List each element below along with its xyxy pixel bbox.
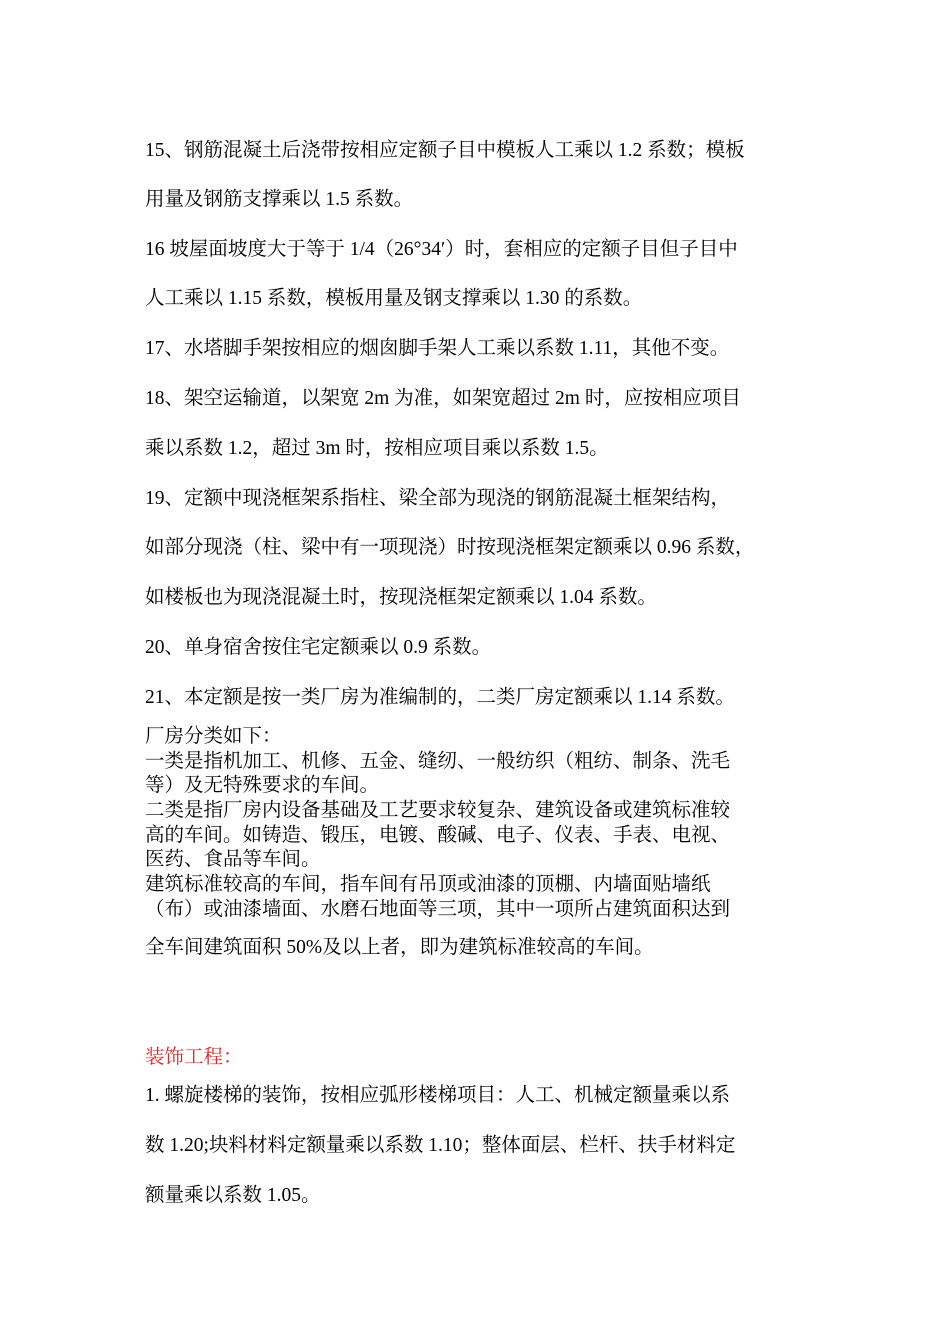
text-line: （布）或油漆墙面、水磨石地面等三项，其中一项所占建筑面积达到 [145, 899, 731, 920]
text-line: 如部分现浇（柱、梁中有一项现浇）时按现浇框架定额乘以 0.96 系数， [145, 537, 755, 558]
text-line: 18、架空运输道，以架宽 2m 为准，如架宽超过 2m 时，应按相应项目 [145, 388, 741, 409]
text-line: 17、水塔脚手架按相应的烟囱脚手架人工乘以系数 1.11，其他不变。 [145, 338, 730, 359]
text-line: 厂房分类如下： [145, 726, 282, 747]
text-line: 人工乘以 1.15 系数，模板用量及钢支撑乘以 1.30 的系数。 [145, 288, 643, 309]
text-line: 16 坡屋面坡度大于等于 1/4（26°34′）时，套相应的定额子目但子目中 [145, 239, 738, 260]
text-line: 15、钢筋混凝土后浇带按相应定额子目中模板人工乘以 1.2 系数；模板 [145, 140, 745, 161]
section-line: 1. 螺旋楼梯的装饰，按相应弧形楼梯项目：人工、机械定额量乘以系 [145, 1085, 731, 1106]
section-line: 额量乘以系数 1.05。 [145, 1185, 321, 1206]
text-line: 21、本定额是按一类厂房为准编制的，二类厂房定额乘以 1.14 系数。 [145, 687, 735, 708]
text-line: 如楼板也为现浇混凝土时，按现浇框架定额乘以 1.04 系数。 [145, 587, 657, 608]
text-line: 一类是指机加工、机修、五金、缝纫、一般纺织（粗纺、制条、洗毛 [145, 751, 731, 772]
section-title: 装饰工程： [145, 1047, 243, 1068]
text-line: 全车间建筑面积 50%及以上者，即为建筑标准较高的车间。 [145, 937, 654, 958]
text-line: 医药、食品等车间。 [145, 849, 321, 870]
text-line: 建筑标准较高的车间，指车间有吊顶或油漆的顶棚、内墙面贴墙纸 [145, 874, 711, 895]
section-line: 数 1.20;块料材料定额量乘以系数 1.10；整体面层、栏杆、扶手材料定 [145, 1135, 736, 1156]
text-line: 高的车间。如铸造、锻压，电镀、酸碱、电子、仪表、手表、电视、 [145, 825, 731, 846]
text-line: 19、定额中现浇框架系指柱、梁全部为现浇的钢筋混凝土框架结构， [145, 488, 731, 509]
text-line: 二类是指厂房内设备基础及工艺要求较复杂、建筑设备或建筑标准较 [145, 800, 731, 821]
text-line: 用量及钢筋支撑乘以 1.5 系数。 [145, 189, 414, 210]
text-line: 等）及无特殊要求的车间。 [145, 775, 380, 796]
text-line: 乘以系数 1.2，超过 3m 时，按相应项目乘以系数 1.5。 [145, 438, 609, 459]
text-line: 20、单身宿舍按住宅定额乘以 0.9 系数。 [145, 637, 492, 658]
